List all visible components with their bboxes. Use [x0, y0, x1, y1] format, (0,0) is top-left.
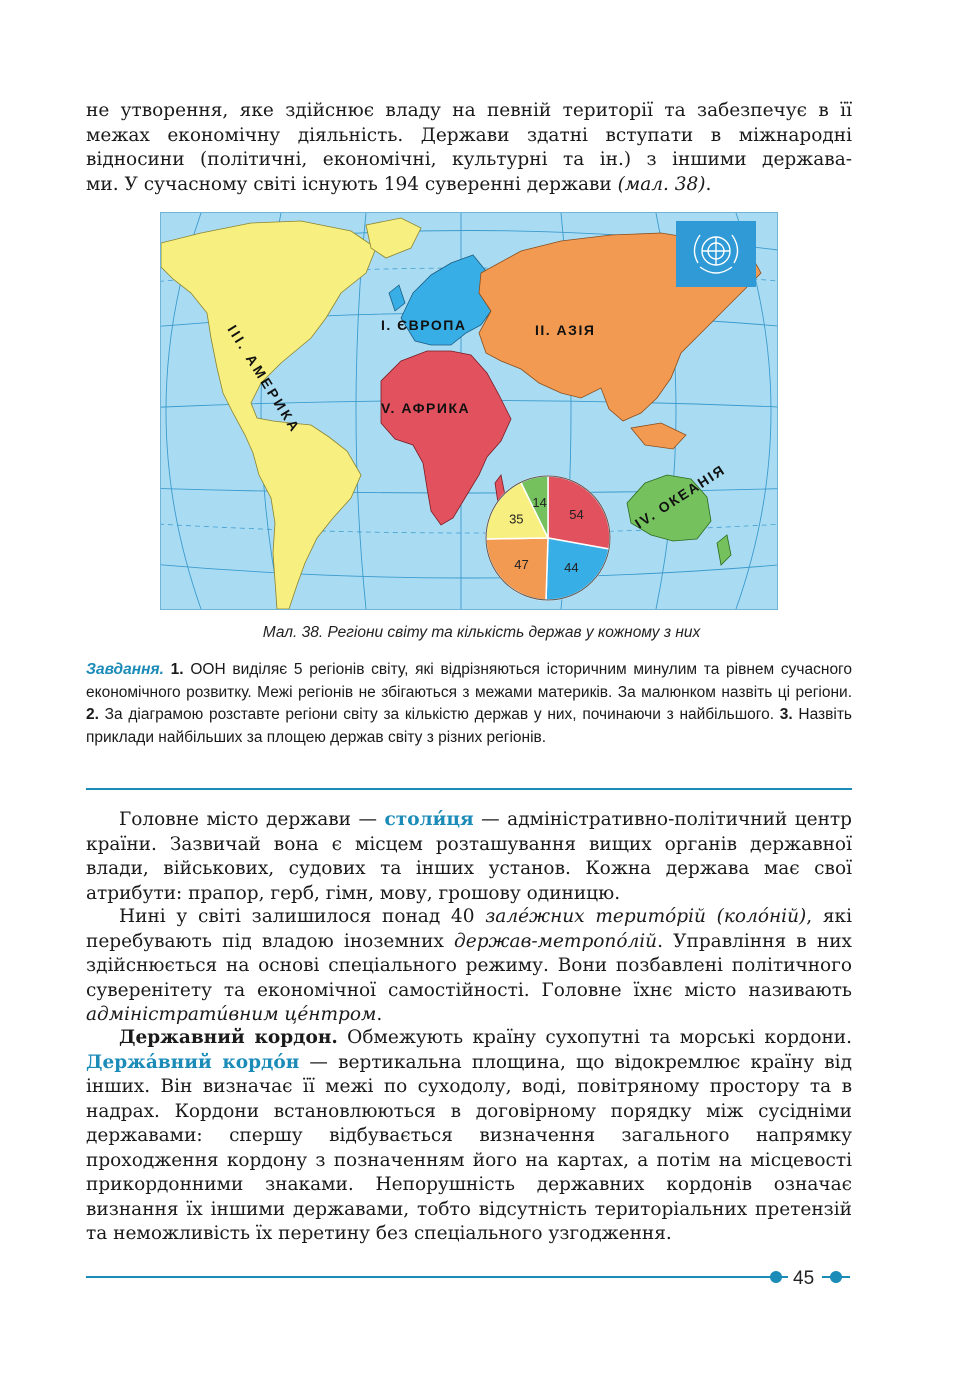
- figure-reference: (мал. 38): [617, 173, 706, 195]
- pie-slice-label: 47: [514, 557, 529, 573]
- task-block: Завдання. 1. ООН виділяє 5 регіонів світу, які відрізняються історичним минулим та рівнем сучасного економічного розвитку. Межі регіонів не збігаються з межами материків. За малюнком назвіть ці регіони. 2. За діаграмою розставте регіони світу за кількістю держав у них, починаючи з найбільшого. 3. Назвіть приклади найбільших за площею держав світу з різних регіонів.: [86, 661, 852, 746]
- figure-caption: Мал. 38. Регіони світу та кількість держав у кожному з них: [262, 624, 701, 641]
- intro-line-3: відносини (політичні, економічні, культурні та ін.) з іншими держава-: [86, 149, 852, 170]
- page-number: 45: [793, 1268, 815, 1289]
- paragraph-dependent-territories: Нині у світі залишилося понад 40 зале́жних терито́рій (коло́ній), які перебувають під владою іноземних держав-метропо́лій. Управління в них здійснюється на основі спеціального режиму. Вони позбавлені політичного суверенітету та економічної самостійності. Головне їхнє місто називають адміністрати́вним це́нтром.: [86, 906, 852, 1025]
- intro-line-4: ми. У сучасному світі існують 194 суверенні держави (мал. 38).: [86, 173, 712, 195]
- region-africa-shape: [381, 351, 511, 525]
- heading-state-border: Державний кордон.: [119, 1027, 338, 1048]
- region-america-shape: [161, 221, 376, 609]
- term-capital: столи́ця: [384, 809, 474, 830]
- un-emblem-icon: [676, 221, 756, 287]
- footer-rule: [86, 1276, 766, 1278]
- paragraph-state-border: Державний кордон. Обмежують країну сухопутні та морські кордони. Держа́вний кордо́н — вертикальна площина, що відокремлює країну від інших. Він визначає її межі по суходолу, воді, повітряному простору та в надрах. Кордони встановлюються в договірному порядку між сусідніми державами: спершу відбувається визначення загального напрямку проходження кордону з позначенням його на картах, а потім на місцевості прикордонними знаками. Непорушність державних кордонів означає визнання їх іншими державами, тобто відсутність територіальних претензій та неможливість їх перетину без спеціального узгодження.: [86, 1027, 853, 1244]
- label-oceania: IV. ОКЕАНІЯ: [631, 461, 729, 532]
- label-asia: II. АЗІЯ: [535, 322, 596, 338]
- label-africa: V. АФРИКА: [381, 400, 471, 416]
- pie-slice-label: 54: [569, 507, 584, 523]
- label-america: III. АМЕРИКА: [224, 322, 305, 437]
- dot-ornament-icon: [764, 1269, 788, 1285]
- term-state-border: Держа́вний кордо́н: [86, 1051, 300, 1073]
- intro-line-2: межах економічну діяльність. Держави здатні вступати в міжнародні: [86, 124, 852, 146]
- intro-paragraph: [86, 99, 852, 197]
- pie-slice-label: 35: [509, 511, 524, 527]
- states-pie-chart: [486, 476, 610, 600]
- intro-line-1: не утворення, яке здійснює владу на певній території та забезпечує в її: [86, 100, 852, 121]
- label-europe: I. ЄВРОПА: [381, 317, 467, 333]
- dot-ornament-icon-right: [822, 1269, 850, 1285]
- pie-slice-label: 14: [532, 494, 547, 510]
- pie-slice-label: 44: [564, 559, 579, 575]
- section-divider: [86, 788, 852, 790]
- paragraph-capital: Головне місто держави — столи́ця — адміністративно-політичний центр країни. Зазвичай вона є місцем розташування вищих органів державної влади, військових, судових та інших установ. Кожна держава має свої атрибути: прапор, герб, гімн, мову, грошову одиницю.: [86, 809, 852, 904]
- world-regions-map: [160, 212, 778, 610]
- task-label: Завдання.: [86, 661, 164, 678]
